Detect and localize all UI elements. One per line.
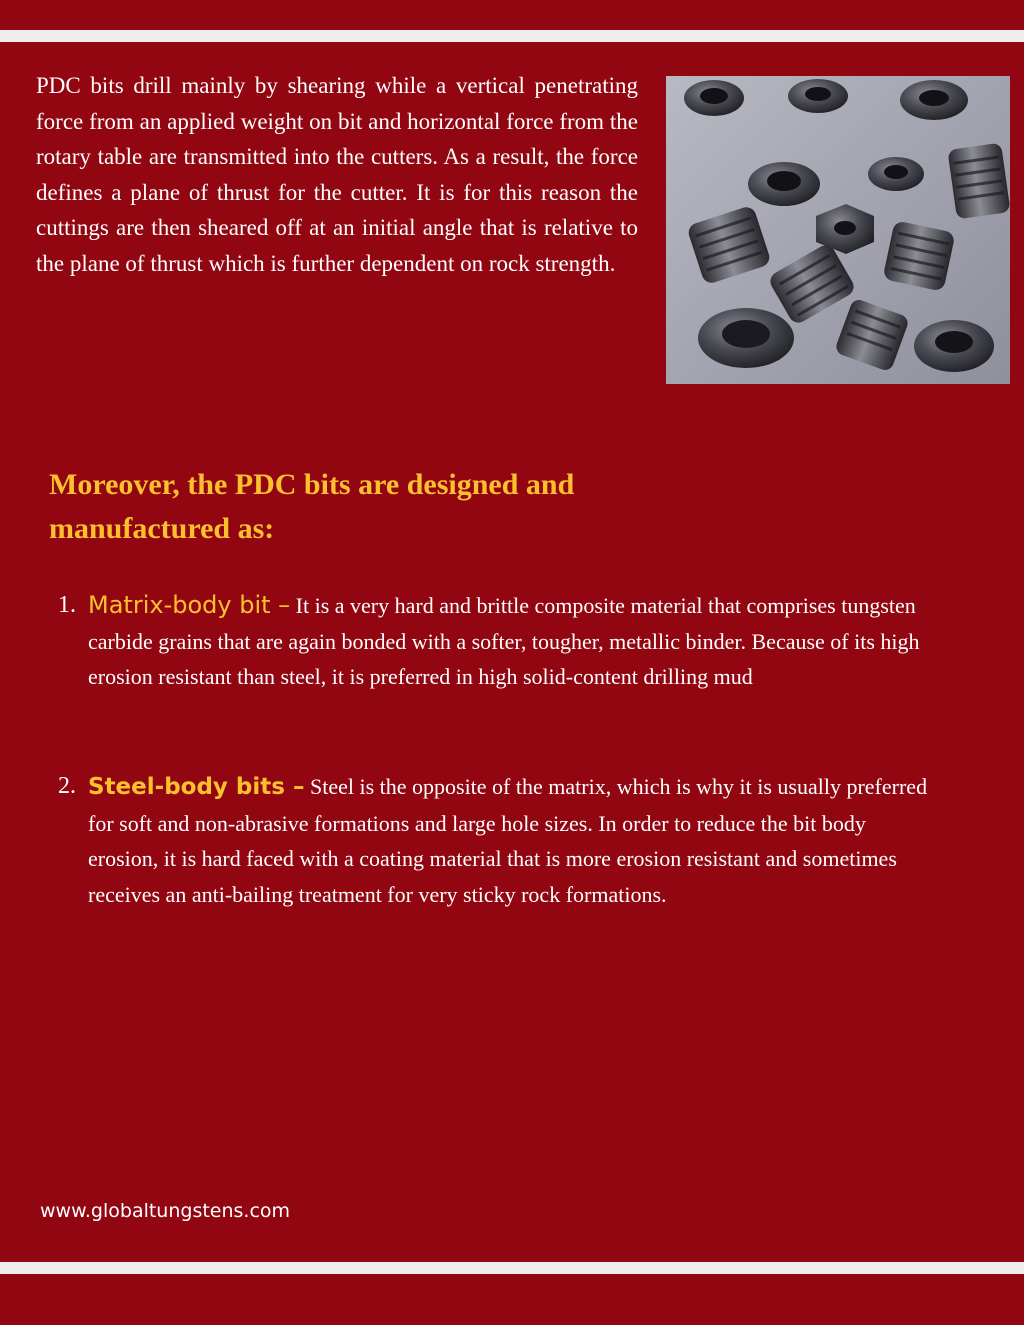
nozzle-ring xyxy=(684,80,744,116)
nozzle-ring xyxy=(788,79,848,113)
intro-paragraph: PDC bits drill mainly by shearing while a vertical penetrating force from an applied weight on bit and horizontal force from the rotary table are transmitted into the cutters. As a result, the force defines a plane of thrust for the cutter. It is for this reason the cuttings are then sheared off at an initial angle that is relative to the plane of thrust which is further dependent on rock strength. xyxy=(36,73,638,276)
list-item-steel-body xyxy=(58,769,938,912)
nozzle-ring xyxy=(748,162,820,206)
list-number: 1. xyxy=(58,592,76,618)
list-item-text: It is a very hard and brittle composite material that comprises tungsten carbide grains that are again bonded with a softer, tougher, metallic binder. Because of its high erosion resistant than steel, it is preferred in high solid-content drilling mud xyxy=(88,593,920,689)
list-item-title: Steel-body bits – xyxy=(88,774,305,800)
nozzles-photo xyxy=(666,76,1010,384)
footer-url[interactable]: www.globaltungstens.com xyxy=(40,1200,291,1222)
list-item-text: Steel is the opposite of the matrix, which is why it is usually preferred for soft and non-abrasive formations and large hole sizes. In order to reduce the bit body erosion, it is hard faced with a coating material that is more erosion resistant and sometimes receives an anti-bailing treatment for very sticky rock formations. xyxy=(88,774,928,907)
bottom-band xyxy=(0,1262,1024,1274)
nozzle-ring xyxy=(914,320,994,372)
threaded-nozzle xyxy=(767,242,857,326)
top-band xyxy=(0,30,1024,42)
threaded-nozzle xyxy=(947,143,1010,220)
list-item-title: Matrix-body bit – xyxy=(88,591,291,619)
threaded-nozzle xyxy=(686,205,772,286)
nozzle-ring xyxy=(900,80,968,120)
list-number: 2. xyxy=(58,773,76,799)
list-item-matrix-body xyxy=(58,588,938,695)
threaded-nozzle xyxy=(882,220,955,292)
threaded-nozzle xyxy=(834,297,910,372)
nozzle-ring xyxy=(698,308,794,368)
section-heading: Moreover, the PDC bits are designed and manufactured as: xyxy=(49,468,575,545)
nozzle-ring xyxy=(868,157,924,191)
